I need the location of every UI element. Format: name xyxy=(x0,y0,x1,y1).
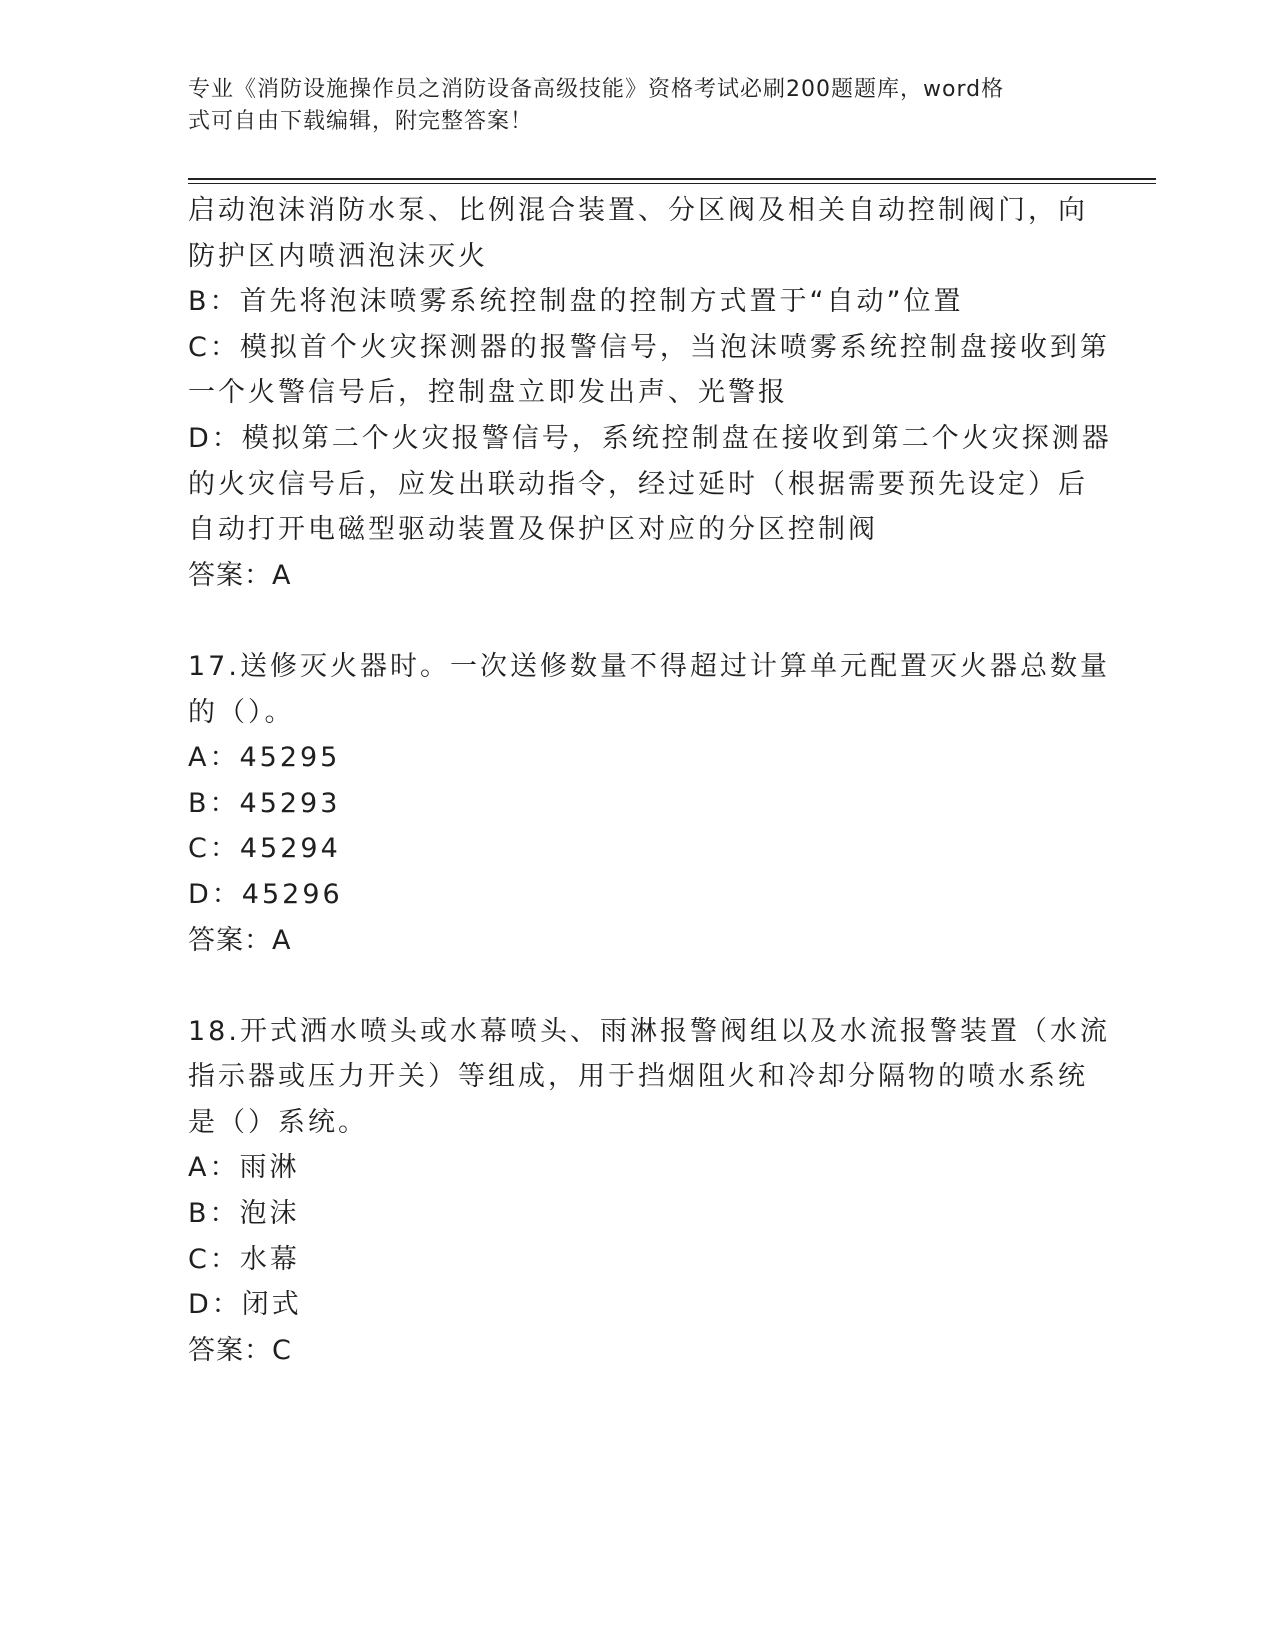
question-stem-line-3: 是（）系统。 xyxy=(188,1106,368,1138)
question-content xyxy=(188,188,1112,1373)
question-stem-line-2: 的（）。 xyxy=(188,696,295,728)
answer: 答案：C xyxy=(188,1334,292,1366)
header-title-line-2: 式可自由下载编辑，附完整答案！ xyxy=(188,109,534,134)
option-a-line-1: 启动泡沫消防水泵、比例混合装置、分区阀及相关自动控制阀门，向 xyxy=(188,195,1088,226)
question-stem-line-1: 17.送修灭火器时。一次送修数量不得超过计算单元配置灭火器总数量 xyxy=(188,650,1110,682)
option-a-line-2: 防护区内喷洒泡沫灭火 xyxy=(188,240,488,272)
question-stem-line-1: 18.开式洒水喷头或水幕喷头、雨淋报警阀组以及水流报警装置（水流 xyxy=(188,1015,1110,1047)
document-header xyxy=(188,74,1068,138)
question-stem-line-2: 指示器或压力开关）等组成，用于挡烟阻火和冷却分隔物的喷水系统 xyxy=(188,1061,1088,1093)
option-d: D：45296 xyxy=(188,878,343,910)
option-c-line-2: 一个火警信号后，控制盘立即发出声、光警报 xyxy=(188,377,788,409)
option-d-line-2: 的火灾信号后，应发出联动指令，经过延时（根据需要预先设定）后 xyxy=(188,468,1088,500)
option-d: D：闭式 xyxy=(188,1289,302,1321)
option-b: B：首先将泡沫喷雾系统控制盘的控制方式置于“自动”位置 xyxy=(188,286,964,318)
option-c-line-1: C：模拟首个火灾探测器的报警信号，当泡沫喷雾系统控制盘接收到第 xyxy=(188,331,1110,363)
option-c: C：水幕 xyxy=(188,1243,300,1275)
header-divider-thick xyxy=(188,178,1156,180)
answer: 答案：A xyxy=(188,559,292,591)
option-d-line-3: 自动打开电磁型驱动装置及保护区对应的分区控制阀 xyxy=(188,514,878,546)
header-divider-thin xyxy=(188,183,1156,184)
option-a: A：45295 xyxy=(188,742,341,774)
continued-question xyxy=(188,188,1112,598)
question-spacer xyxy=(188,598,1078,644)
option-a: A：雨淋 xyxy=(188,1152,300,1184)
question-spacer xyxy=(188,963,1078,1009)
header-title-line-1: 专业《消防设施操作员之消防设备高级技能》资格考试必刷200题题库，word格 xyxy=(188,77,1005,102)
option-c: C：45294 xyxy=(188,833,341,865)
question-18 xyxy=(188,1009,1110,1374)
question-17 xyxy=(188,644,1110,963)
option-d-line-1: D：模拟第二个火灾报警信号，系统控制盘在接收到第二个火灾探测器 xyxy=(188,422,1112,454)
option-b: B：45293 xyxy=(188,787,341,819)
option-b: B：泡沫 xyxy=(188,1198,300,1230)
answer: 答案：A xyxy=(188,924,292,956)
